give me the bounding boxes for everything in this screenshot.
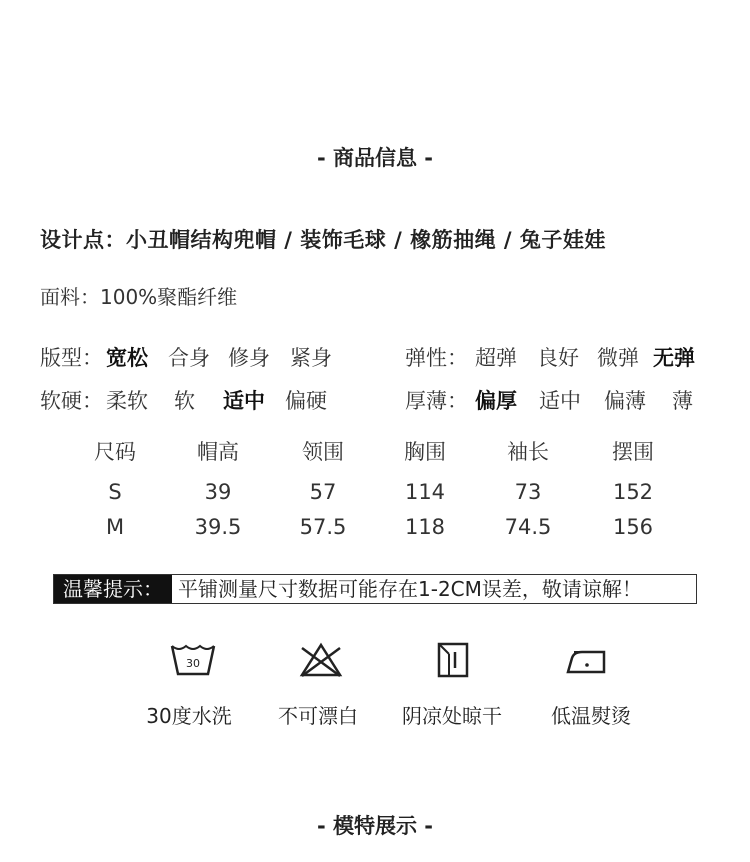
thickness-row	[405, 385, 725, 413]
fit-option-loose: 宽松	[106, 346, 148, 370]
softness-option-soft: 柔软	[106, 389, 148, 413]
size-header-hem: 摆围	[612, 440, 654, 464]
design-points: 设计点：小丑帽结构兜帽 / 装饰毛球 / 橡筋抽绳 / 兔子娃娃	[40, 228, 606, 252]
care-label-wash: 30度水洗	[146, 704, 232, 728]
care-label-low-iron: 低温熨烫	[551, 704, 631, 728]
elasticity-label: 弹性：	[405, 346, 468, 370]
size-cell: 74.5	[504, 515, 552, 539]
softness-option-stiff: 偏硬	[285, 389, 327, 413]
size-cell: 73	[514, 480, 542, 504]
size-cell: 152	[612, 480, 654, 504]
size-cell: 39	[204, 480, 232, 504]
size-cell: S	[108, 480, 122, 504]
wash-temp-text: 30	[186, 657, 200, 670]
no-bleach-icon	[296, 640, 346, 680]
size-header-neck: 领围	[302, 440, 344, 464]
care-label-no-bleach: 不可漂白	[278, 704, 358, 728]
care-label-shade-dry: 阴凉处晾干	[402, 704, 502, 728]
size-cell: 57.5	[299, 515, 347, 539]
thickness-label: 厚薄：	[405, 389, 468, 413]
elasticity-option-good: 良好	[537, 346, 579, 370]
thickness-option-thin-ish: 偏薄	[604, 389, 646, 413]
softness-row	[40, 385, 370, 413]
notice-message: 平铺测量尺寸数据可能存在1-2CM误差，敬请谅解！	[178, 577, 642, 601]
elasticity-option-super: 超弹	[475, 346, 517, 370]
fit-option-slim: 修身	[228, 346, 270, 370]
thickness-option-medium: 适中	[539, 389, 581, 413]
thickness-option-thin: 薄	[672, 389, 693, 413]
size-header-sleeve: 袖长	[507, 440, 549, 464]
elasticity-option-slight: 微弹	[597, 346, 639, 370]
softness-option-slightly-soft: 软	[174, 389, 195, 413]
size-header-size: 尺码	[94, 440, 136, 464]
fit-row	[40, 342, 370, 370]
elasticity-row	[405, 342, 725, 370]
low-iron-icon	[562, 640, 612, 680]
size-cell: 118	[404, 515, 446, 539]
size-cell: 39.5	[194, 515, 242, 539]
size-cell: M	[105, 515, 125, 539]
measurement-notice	[53, 574, 697, 604]
wash-30-icon	[168, 640, 218, 680]
thickness-option-thick: 偏厚	[475, 389, 517, 413]
size-cell: 57	[309, 480, 337, 504]
section-title-product-info: - 商品信息 -	[316, 146, 434, 170]
fit-option-tight: 紧身	[290, 346, 332, 370]
fit-label: 版型：	[40, 346, 103, 370]
size-cell: 114	[404, 480, 446, 504]
size-header-hood-height: 帽高	[197, 440, 239, 464]
notice-tag: 温馨提示：	[54, 575, 172, 603]
size-cell: 156	[612, 515, 654, 539]
shade-dry-icon	[428, 640, 478, 680]
softness-label: 软硬：	[40, 389, 103, 413]
softness-option-medium: 适中	[223, 389, 265, 413]
elasticity-option-none: 无弹	[653, 346, 695, 370]
size-header-chest: 胸围	[404, 440, 446, 464]
fit-option-regular: 合身	[168, 346, 210, 370]
fabric-info: 面料：100%聚酯纤维	[40, 285, 238, 309]
section-title-model-show: - 模特展示 -	[316, 814, 434, 838]
